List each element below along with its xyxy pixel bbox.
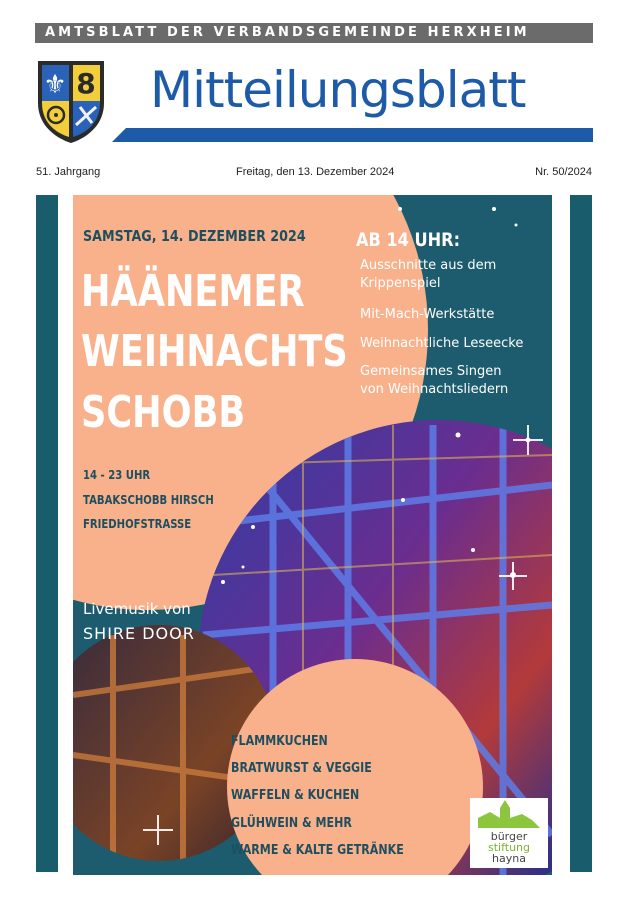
masthead-banner: AMTSBLATT DER VERBANDSGEMEINDE HERXHEIM xyxy=(35,23,593,43)
program-line: von Weihnachtsliedern xyxy=(360,382,509,397)
program-line: Gemeinsames Singen xyxy=(360,364,502,379)
coat-of-arms-icon xyxy=(34,57,108,145)
event-poster xyxy=(73,195,552,875)
program-line: Krippenspiel xyxy=(360,276,441,291)
issue-date: Freitag, den 13. Dezember 2024 xyxy=(236,166,395,178)
poster-headline-line: HÄÄNEMER xyxy=(81,266,305,317)
logo-line: stiftung xyxy=(487,841,531,854)
poster-street: FRIEDHOFSTRASSE xyxy=(83,517,192,531)
program-item: Weihnachtliche Leseecke xyxy=(360,336,524,351)
right-side-band xyxy=(570,195,592,872)
buergerstiftung-logo xyxy=(470,798,548,868)
title-underline xyxy=(112,128,593,142)
logo-line: bürger xyxy=(490,830,528,843)
food-item: WARME & KALTE GETRÄNKE xyxy=(231,842,404,858)
logo-line: hayna xyxy=(492,852,526,865)
poster-headline-line: WEIHNACHTS xyxy=(81,326,348,377)
poster-date: SAMSTAG, 14. DEZEMBER 2024 xyxy=(83,227,306,245)
program-item xyxy=(360,363,508,399)
program-line: Ausschnitte aus dem xyxy=(360,258,497,273)
food-item: BRATWURST & VEGGIE xyxy=(231,760,372,776)
poster-headline-line: SCHOBB xyxy=(81,387,246,438)
church-silhouette-icon xyxy=(470,798,548,830)
poster-venue: TABAKSCHOBB HIRSCH xyxy=(83,493,214,507)
svg-text:8: 8 xyxy=(76,67,96,100)
food-item: WAFFELN & KUCHEN xyxy=(231,787,360,803)
evening-heading: AB 19 UHR: xyxy=(83,571,193,595)
evening-text: Livemusik von xyxy=(83,600,191,618)
food-item: FLAMMKUCHEN xyxy=(231,733,328,749)
issue-volume: 51. Jahrgang xyxy=(36,166,101,178)
afternoon-heading: AB 14 UHR: xyxy=(356,229,461,251)
publication-title: Mitteilungsblatt xyxy=(150,61,526,119)
left-side-band xyxy=(36,195,58,872)
program-item xyxy=(360,257,496,293)
program-item: Mit-Mach-Werkstätte xyxy=(360,307,495,322)
svg-text:⚜: ⚜ xyxy=(43,70,67,100)
food-item: GLÜHWEIN & MEHR xyxy=(231,815,352,831)
issue-number: Nr. 50/2024 xyxy=(535,166,592,178)
poster-time: 14 - 23 UHR xyxy=(83,468,151,482)
band-name: SHIRE DOOR xyxy=(83,624,195,643)
